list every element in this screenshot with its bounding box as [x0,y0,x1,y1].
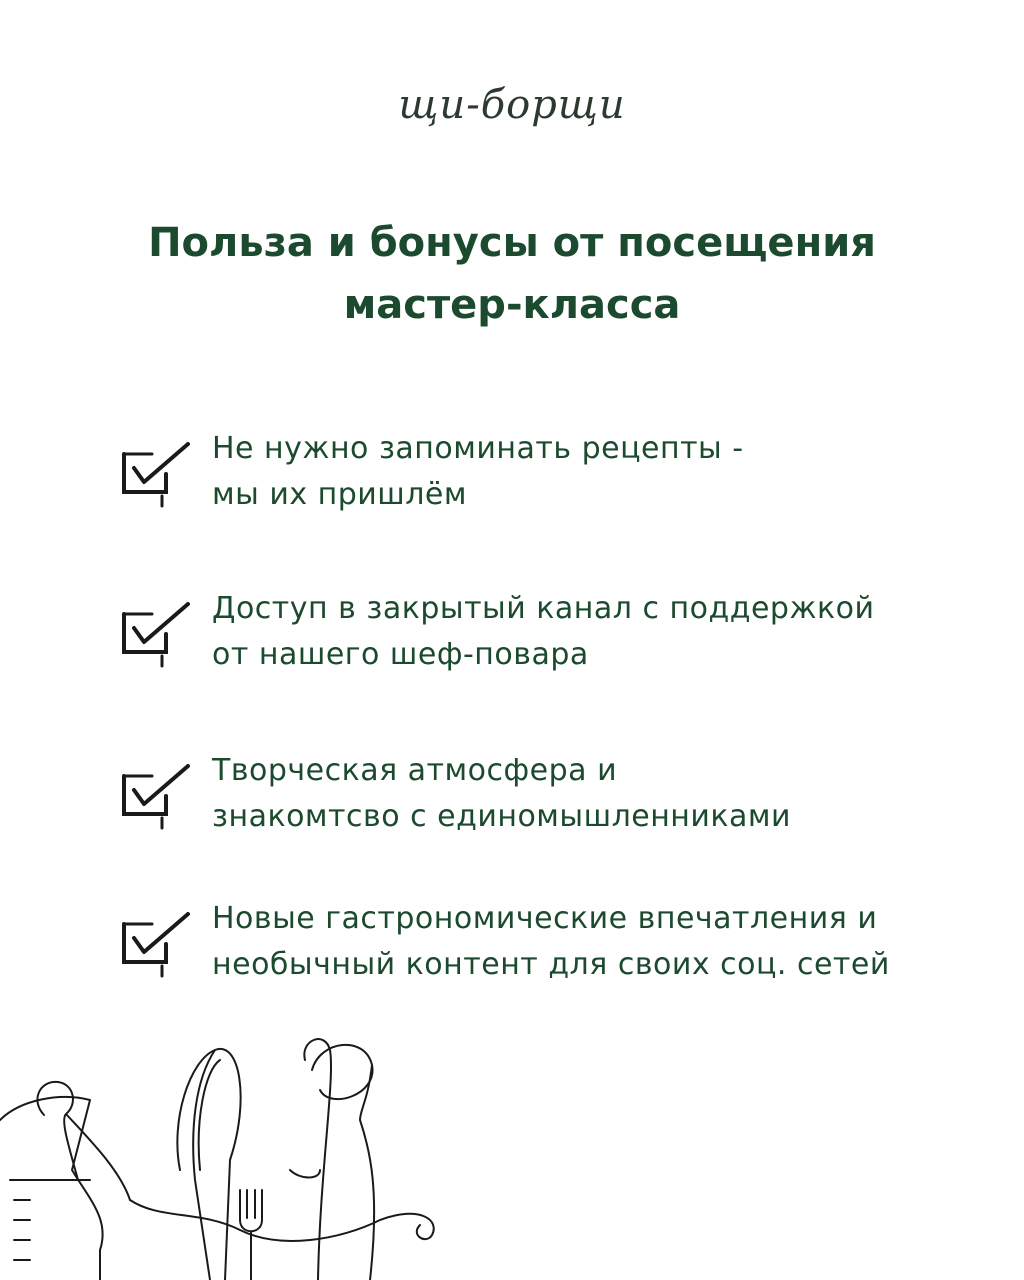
whisk-icon [177,1049,240,1280]
benefit-line-2: от нашего шеф-повара [212,637,589,672]
checkbox-check-icon [118,600,196,670]
benefit-text [212,748,791,840]
benefit-text [212,896,890,988]
benefit-line-2: мы их пришлём [212,477,468,512]
benefit-line-1: Творческая атмосфера и [212,753,618,788]
benefit-line-2: знакомтсво с единомышленниками [212,799,792,834]
page-title [0,212,1024,336]
page-title-line-2: мастер-класса [343,282,681,328]
brand-logo [0,82,1024,128]
checkbox-check-icon [118,440,196,510]
kitchen-utensils-illustration [0,1020,470,1280]
skimmer-ladle-icon [312,1045,374,1280]
benefit-line-1: Не нужно запоминать рецепты - [212,431,744,466]
benefit-item-2 [0,591,1024,700]
benefit-line-2: необычный контент для своих соц. сетей [212,947,890,982]
benefit-text [212,426,744,518]
line-tail [130,1200,434,1241]
benefit-item-1 [0,431,1024,540]
benefit-line-1: Доступ в закрытый канал с поддержкой [212,591,875,626]
benefit-line-1: Новые гастрономические впечатления и [212,901,878,936]
benefit-text [212,586,874,678]
page-title-line-1: Польза и бонусы от посещения [148,220,876,266]
brand-name: щи-борщи [398,82,626,128]
checkbox-check-icon [118,762,196,832]
benefit-item-3 [0,753,1024,862]
spatula-icon [290,1039,331,1280]
ladle-icon [37,1082,130,1200]
checkbox-check-icon [118,910,196,980]
benefit-item-4 [0,901,1024,1010]
measuring-jug-icon [0,1097,103,1280]
